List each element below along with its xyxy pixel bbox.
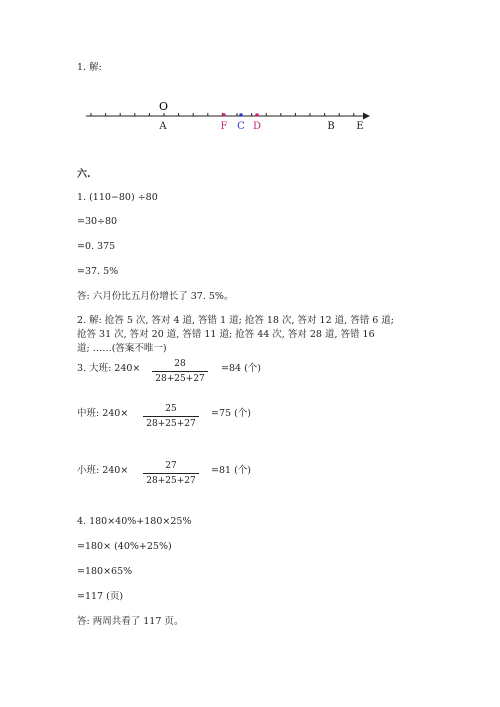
fraction-bar xyxy=(152,371,208,372)
origin-label: O xyxy=(159,100,169,113)
number-line xyxy=(0,98,500,138)
p2-line-3: 道; ……(答案不唯一) xyxy=(77,343,167,354)
point-label: F xyxy=(220,121,228,132)
p3-row-label: 3. 大班: 240× xyxy=(77,363,141,374)
p4-line-3: =117 (页) xyxy=(77,591,124,602)
p3-row-result: =81 (个) xyxy=(211,465,251,476)
p1-line-3: =37. 5% xyxy=(77,266,119,277)
p3-row-label: 中班: 240× xyxy=(77,408,129,419)
p4-answer: 答: 两周共看了 117 页。 xyxy=(77,616,184,627)
point-marker xyxy=(239,113,243,117)
fraction-denominator: 28+25+27 xyxy=(146,476,196,486)
p3-fraction xyxy=(152,359,208,384)
p1-line-2: =0. 375 xyxy=(77,241,116,252)
p1-answer: 答: 六月份比五月份增长了 37. 5%。 xyxy=(77,291,234,302)
p3-row-result: =84 (个) xyxy=(221,363,261,374)
p2-line-2: 抢答 31 次, 答对 20 道, 答错 11 道; 抢答 44 次, 答对 28 道, 答错 16 xyxy=(77,329,375,340)
fraction-denominator: 28+25+27 xyxy=(155,374,205,384)
p4-line-2: =180×65% xyxy=(77,566,133,577)
p3-row-result: =75 (个) xyxy=(211,408,251,419)
p3-fraction xyxy=(143,461,199,486)
arrow-right-icon xyxy=(363,113,370,120)
point-marker xyxy=(255,113,259,117)
p3-row-label: 小班: 240× xyxy=(77,465,129,476)
point-label: D xyxy=(252,121,262,132)
q1-label: 1. 解: xyxy=(77,62,102,73)
p3-fraction xyxy=(143,404,199,429)
point-label: B xyxy=(327,121,335,132)
fraction-numerator: 28 xyxy=(174,359,186,369)
point-label: A xyxy=(159,121,167,132)
fraction-bar xyxy=(143,473,199,474)
fraction-numerator: 25 xyxy=(165,404,177,414)
fraction-denominator: 28+25+27 xyxy=(146,419,196,429)
p2-line-1: 2. 解: 抢答 5 次, 答对 4 道, 答错 1 道; 抢答 18 次, 答对 12 道, 答错 6 道; xyxy=(77,315,394,326)
point-marker xyxy=(222,113,226,117)
p4-line-1: =180× (40%+25%) xyxy=(77,541,172,552)
point-label: C xyxy=(237,121,245,132)
fraction-numerator: 27 xyxy=(165,461,177,471)
fraction-bar xyxy=(143,416,199,417)
section-title: 六. xyxy=(77,169,91,180)
p4-title: 4. 180×40%+180×25% xyxy=(77,516,192,527)
point-label: E xyxy=(356,121,364,132)
p1-line-1: =30÷80 xyxy=(77,216,118,227)
p1-title: 1. (110−80) ÷80 xyxy=(77,192,158,203)
